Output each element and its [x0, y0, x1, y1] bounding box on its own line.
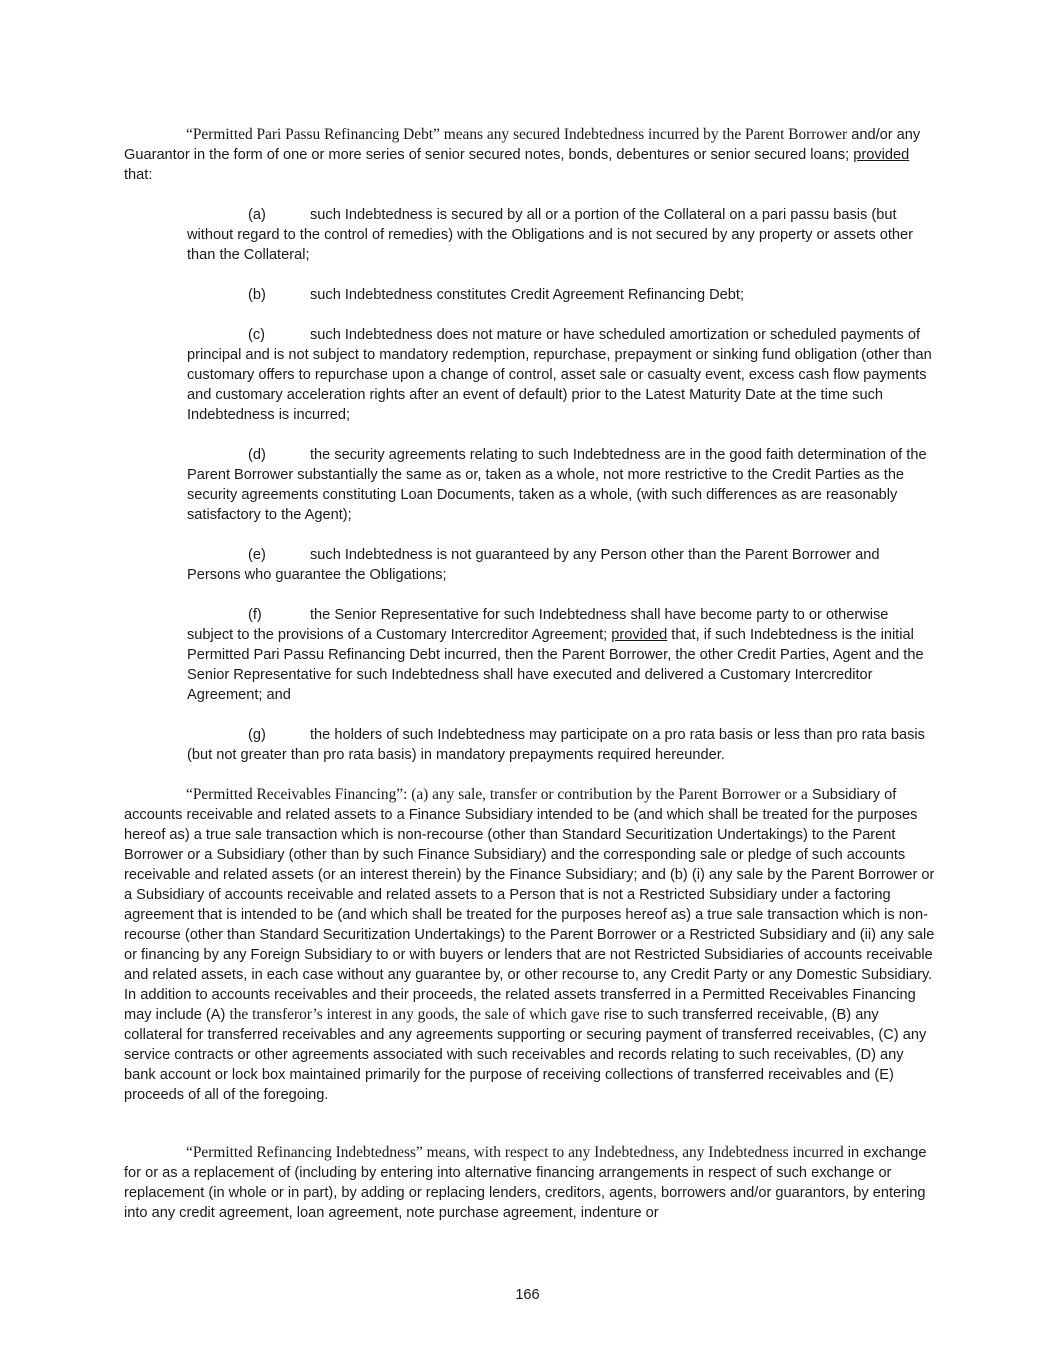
clause-marker: (c)	[248, 327, 266, 343]
clause-text: such Indebtedness constitutes Credit Agreement Refinancing Debt;	[310, 287, 745, 303]
clause-a	[187, 205, 936, 265]
clause-text-before: the Senior Representative for such Indebtedness shall have become party to or otherwise subject to the provisions of a Customary Intercreditor Agreement;	[187, 607, 889, 643]
clause-marker: (a)	[248, 207, 266, 223]
definition-text: Subsidiary of accounts receivable and related assets to a Finance Subsidiary intended to be (and which shall be treated for the purposes hereof as) a true sale transaction which is non-recourse (other than Standard Securitization Undertakings) to the Parent Borrower or a Subsidiary (other than by such Finance Subsidiary) and the corresponding sale or pledge of such accounts receivable and related assets (or an interest therein) by the Finance Subsidiary; and (b) (i) any sale by the Parent Borrower or a Subsidiary of accounts receivable and related assets to a Person that is not a Restricted Subsidiary under a factoring agreement that is intended to be (and which shall be treated for the purposes hereof as) a true sale transaction which is non-recourse (other than Standard Securitization Undertakings) to the Parent Borrower or a Restricted Subsidiary and (ii) any sale or financing by any Foreign Subsidiary to or with buyers or lenders that are not Restricted Subsidiaries of accounts receivable and related assets, in each case without any guarantee by, or other recourse to, any Credit Party or any Domestic Subsidiary. In addition to accounts receivables and their proceeds, the related assets transferred in a Permitted Receivables Financing may include (A)	[124, 787, 935, 1023]
clause-g	[187, 725, 936, 765]
clause-c	[187, 325, 936, 425]
definition-receivables-financing	[124, 785, 936, 1105]
definition-text: in exchange for or as a replacement of (including by entering into alternative financing arrangements in respect of such exchange or replacement (in whole or in part), by adding or replacing lenders, creditors, agents, borrowers and/or guarantors, by entering into any credit agreement, loan agreement, note purchase agreement, indenture or	[124, 1145, 927, 1221]
clause-marker: (b)	[248, 287, 266, 303]
definition-text: and/or any Guarantor in the form of one or more series of senior secured notes, bonds, debentures or senior secured loans;	[124, 127, 921, 163]
clause-f	[187, 605, 936, 705]
definition-tail: that:	[124, 167, 153, 183]
provided-term: provided	[853, 147, 910, 163]
page-number: 166	[515, 1287, 540, 1303]
clause-text: such Indebtedness is not guaranteed by any Person other than the Parent Borrower and Persons who guarantee the Obligations;	[187, 547, 880, 583]
definition-lead: “Permitted Pari Passu Refinancing Debt” means any secured Indebtedness incurred by the Parent Borrower	[186, 126, 848, 143]
provided-term: provided	[611, 627, 668, 643]
clause-e	[187, 545, 936, 585]
clause-marker: (g)	[248, 727, 266, 743]
clause-marker: (f)	[248, 607, 262, 623]
clause-marker: (d)	[248, 447, 266, 463]
definition-pari-passu-refinancing-debt	[124, 125, 936, 185]
definition-lead: “Permitted Receivables Financing”: (a) any sale, transfer or contribution by the Parent Borrower or a	[186, 786, 808, 803]
definition-refinancing-indebtedness	[124, 1143, 936, 1223]
clause-text-after: that, if such Indebtedness is the initial Permitted Pari Passu Refinancing Debt incurred, then the Parent Borrower, the other Credit Parties, Agent and the Senior Representative for such Indebtedness shall have executed and delivered a Customary Intercreditor Agreement; and	[187, 627, 924, 703]
clause-text: such Indebtedness is secured by all or a portion of the Collateral on a pari passu basis (but without regard to the control of remedies) with the Obligations and is not secured by any property or assets other than the Collateral;	[187, 207, 914, 263]
clause-text: the holders of such Indebtedness may participate on a pro rata basis or less than pro rata basis (but not greater than pro rata basis) in mandatory prepayments required hereunder.	[187, 727, 925, 763]
definition-text-continued: rise to such transferred receivable, (B) any collateral for transferred receivables and any agreements supporting or securing payment of transferred receivables, (C) any service contracts or other agreements associated with such receivables and records relating to such receivables, (D) any bank account or lock box maintained primarily for the purpose of receiving collections of transferred receivables and (E) proceeds of all of the foregoing.	[124, 1007, 927, 1103]
definition-lead: “Permitted Refinancing Indebtedness” means, with respect to any Indebtedness, any Indebtedness incurred	[186, 1144, 844, 1161]
definition-serif-middle: the transferor’s interest in any goods, the sale of which gave	[229, 1006, 600, 1023]
clause-b	[187, 285, 936, 305]
clause-text: such Indebtedness does not mature or have scheduled amortization or scheduled payments of principal and is not subject to mandatory redemption, repurchase, prepayment or sinking fund obligation (other than customary offers to repurchase upon a change of control, asset sale or casualty event, excess cash flow payments and customary acceleration rights after an event of default) prior to the Latest Maturity Date at the time such Indebtedness is incurred;	[187, 327, 932, 423]
clause-text: the security agreements relating to such Indebtedness are in the good faith determination of the Parent Borrower substantially the same as or, taken as a whole, not more restrictive to the Credit Parties as the security agreements constituting Loan Documents, taken as a whole, (with such differences as are reasonably satisfactory to the Agent);	[187, 447, 927, 523]
clause-d	[187, 445, 936, 525]
clause-marker: (e)	[248, 547, 266, 563]
